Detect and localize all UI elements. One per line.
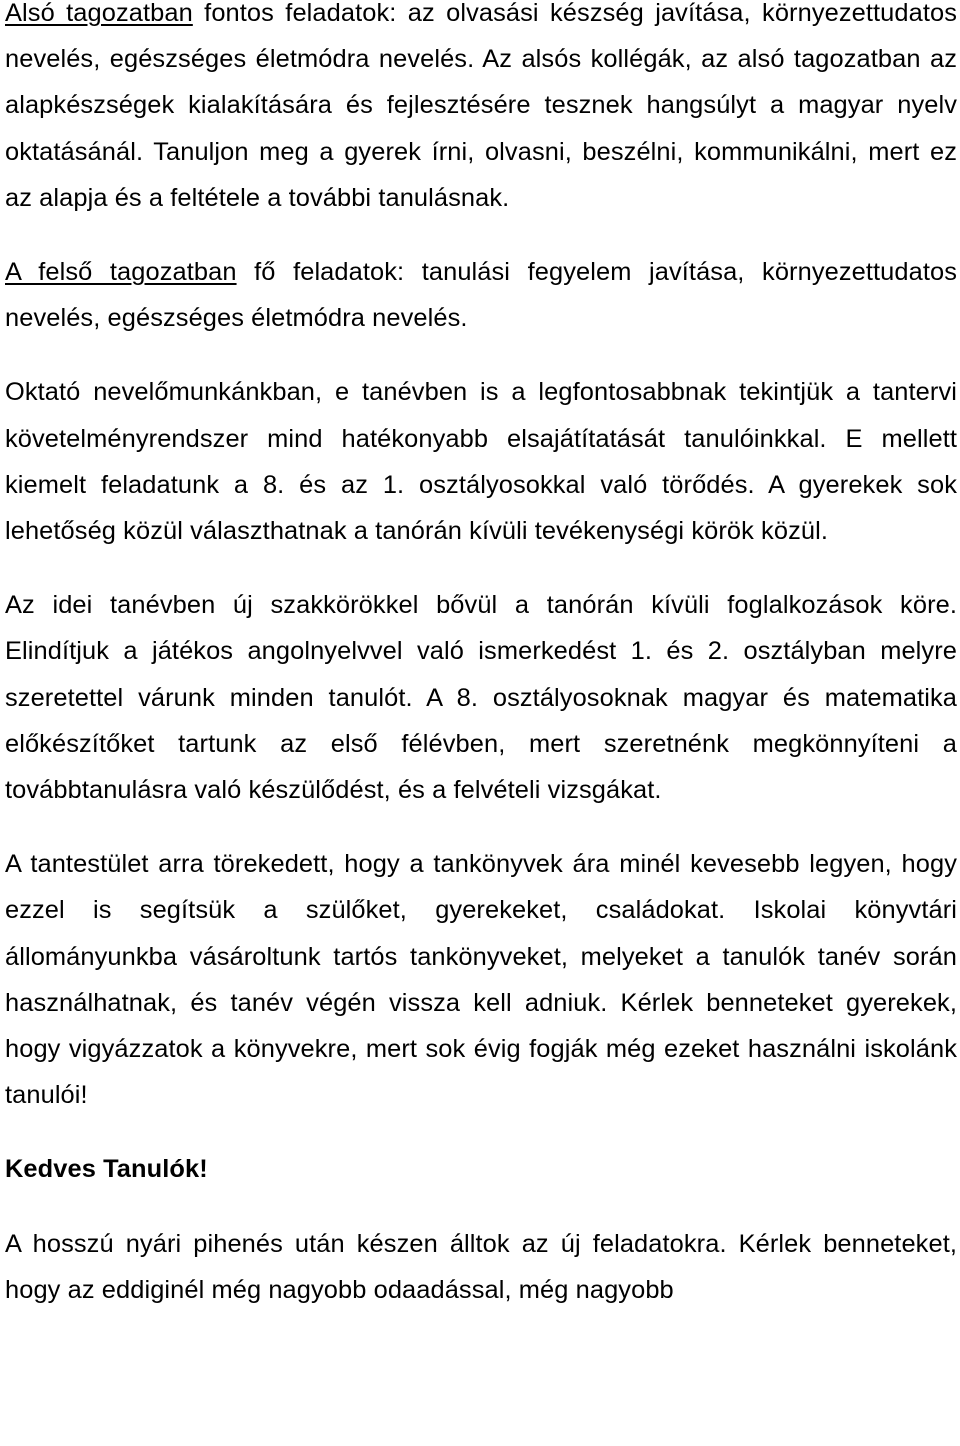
- paragraph-textbooks: A tantestület arra törekedett, hogy a tankönyvek ára minél kevesebb legyen, hogy ezzel is segítsük a szülőket, gyerekeket, családokat. Iskolai könyvtári állományunkba vásároltunk tartós tankönyveket, melyeket a tanulók tanév során használhatnak, és tanév végén vissza kell adniuk. Kérlek benneteket gyerekek, hogy vigyázzatok a könyvekre, mert sok évig fogják még ezeket használni iskolánk tanulói!: [5, 850, 957, 1110]
- upper-grades-lead: A felső tagozatban: [5, 258, 237, 287]
- lower-grades-text: fontos feladatok: az olvasási készség javítása, környezettudatos nevelés, egészséges életmódra nevelés. Az alsós kollégák, az alsó tagozatban az alapkészségek kialakítására és fejlesztésére tesznek hangsúlyt a magyar nyelv oktatásánál. Tanuljon meg a gyerek írni, olvasni, beszélni, kommunikálni, mert ez az alapja és a feltétele a további tanulásnak.: [5, 0, 957, 212]
- paragraph-spacer: [5, 341, 957, 369]
- lower-grades-lead: Alsó tagozatban: [5, 0, 193, 27]
- paragraph-spacer: [5, 221, 957, 249]
- paragraph-upper-grades: [5, 249, 957, 341]
- paragraph-spacer: [5, 1118, 957, 1146]
- paragraph-closing: A hosszú nyári pihenés után készen álltok az új feladatokra. Kérlek benneteket, hogy az eddiginél még nagyobb odaadással, még nagyobb: [5, 1229, 957, 1304]
- paragraph-clubs: Az idei tanévben új szakkörökkel bővül a tanórán kívüli foglalkozások köre. Elindítjuk a játékos angolnyelvvel való ismerkedést 1. és 2. osztályban melyre szeretettel várunk minden tanulót. A 8. osztályosoknak magyar és matematika előkészítőket tartunk az első félévben, mert szeretnénk megkönnyíteni a továbbtanulásra való készülődést, és a felvételi vizsgákat.: [5, 591, 957, 805]
- document-page: [5, 0, 957, 1313]
- paragraph-spacer: [5, 813, 957, 841]
- upper-grades-text: fő feladatok: tanulási fegyelem javítása, környezettudatos nevelés, egészséges életmódra nevelés.: [5, 258, 957, 333]
- paragraph-spacer: [5, 1193, 957, 1221]
- paragraph-teaching: Oktató nevelőmunkánkban, e tanévben is a legfontosabbnak tekintjük a tantervi követelményrendszer mind hatékonyabb elsajátítatását tanulóinkkal. E mellett kiemelt feladatunk a 8. és az 1. osztályosokkal való törődés. A gyerekek sok lehetőség közül választhatnak a tanórán kívüli tevékenységi körök közül.: [5, 378, 957, 546]
- greeting-heading: Kedves Tanulók!: [5, 1155, 208, 1184]
- paragraph-lower-grades: [5, 0, 957, 221]
- paragraph-spacer: [5, 554, 957, 582]
